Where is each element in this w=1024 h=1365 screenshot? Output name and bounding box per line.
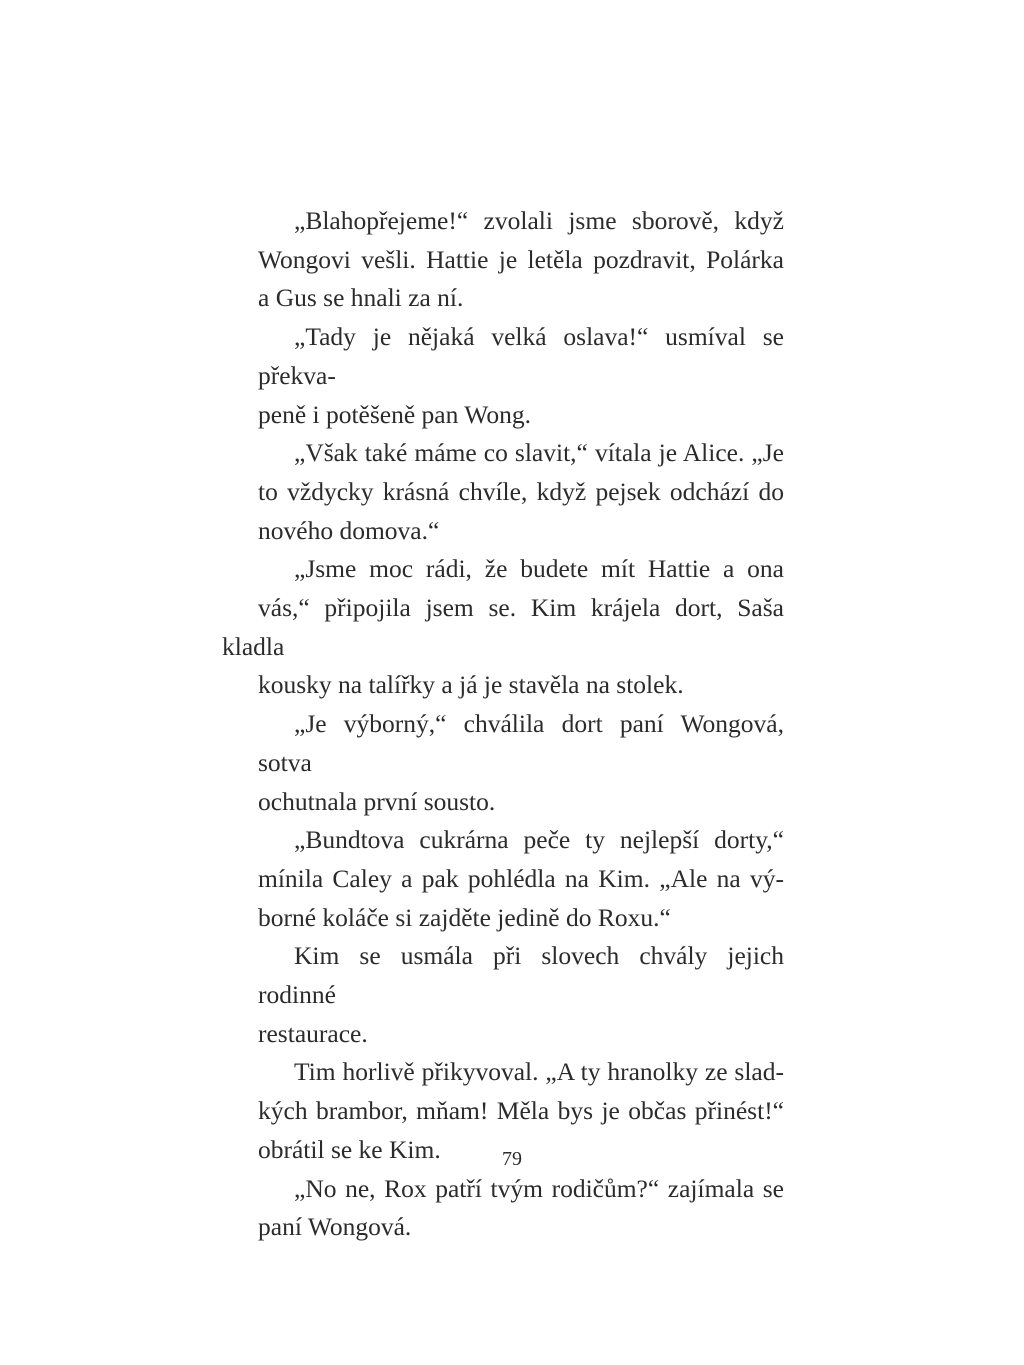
text-line: mínila Caley a pak pohlédla na Kim. „Ale na vý- <box>258 863 784 893</box>
paragraph-4 <box>222 550 784 705</box>
text-line: peně i potěšeně pan Wong. <box>258 399 531 429</box>
text-line: „Blahopřejeme!“ zvolali jsme sborově, když <box>294 206 784 235</box>
page-number: 79 <box>502 1148 522 1170</box>
text-line: borné koláče si zajděte jedině do Roxu.“ <box>258 902 671 932</box>
text-line: „No ne, Rox patří tvým rodičům?“ zajímala se <box>294 1173 784 1203</box>
text-line: vás,“ připojila jsem se. Kim krájela dort, Saša kladla <box>222 593 784 661</box>
text-line: kousky na talířky a já je stavěla na stolek. <box>258 670 684 700</box>
paragraph-1 <box>222 202 784 318</box>
text-line: „Bundtova cukrárna peče ty nejlepší dorty,“ <box>294 825 784 855</box>
text-line: „Však také máme co slavit,“ vítala je Alice. „Je <box>294 438 784 468</box>
paragraph-9 <box>222 1170 784 1247</box>
text-line: kých brambor, mňam! Měla bys je občas přinést!“ <box>258 1096 784 1126</box>
text-line: „Tady je nějaká velká oslava!“ usmíval se překva- <box>258 322 784 390</box>
text-line: ochutnala první sousto. <box>258 786 496 816</box>
text-line: a Gus se hnali za ní. <box>258 283 464 313</box>
text-line: to vždycky krásná chvíle, když pejsek odchází do <box>258 476 784 506</box>
page-body <box>222 202 784 1247</box>
text-line: restaurace. <box>258 1018 368 1048</box>
paragraph-5 <box>222 705 784 821</box>
text-line: „Jsme moc rádi, že budete mít Hattie a ona <box>294 554 784 584</box>
paragraph-3 <box>222 434 784 550</box>
text-line: Wongovi vešli. Hattie je letěla pozdravit, Polárka <box>258 244 784 274</box>
text-line: Kim se usmála při slovech chvály jejich rodinné <box>258 941 784 1010</box>
text-line: obrátil se ke Kim. <box>258 1134 441 1164</box>
paragraph-2 <box>222 318 784 434</box>
text-line: paní Wongová. <box>258 1212 412 1242</box>
text-line: „Je výborný,“ chválila dort paní Wongová, sotva <box>258 709 784 777</box>
paragraph-6 <box>222 821 784 937</box>
paragraph-7 <box>222 937 784 1053</box>
text-line: Tim horlivě přikyvoval. „A ty hranolky ze slad- <box>294 1057 784 1087</box>
text-line: nového domova.“ <box>258 515 440 545</box>
